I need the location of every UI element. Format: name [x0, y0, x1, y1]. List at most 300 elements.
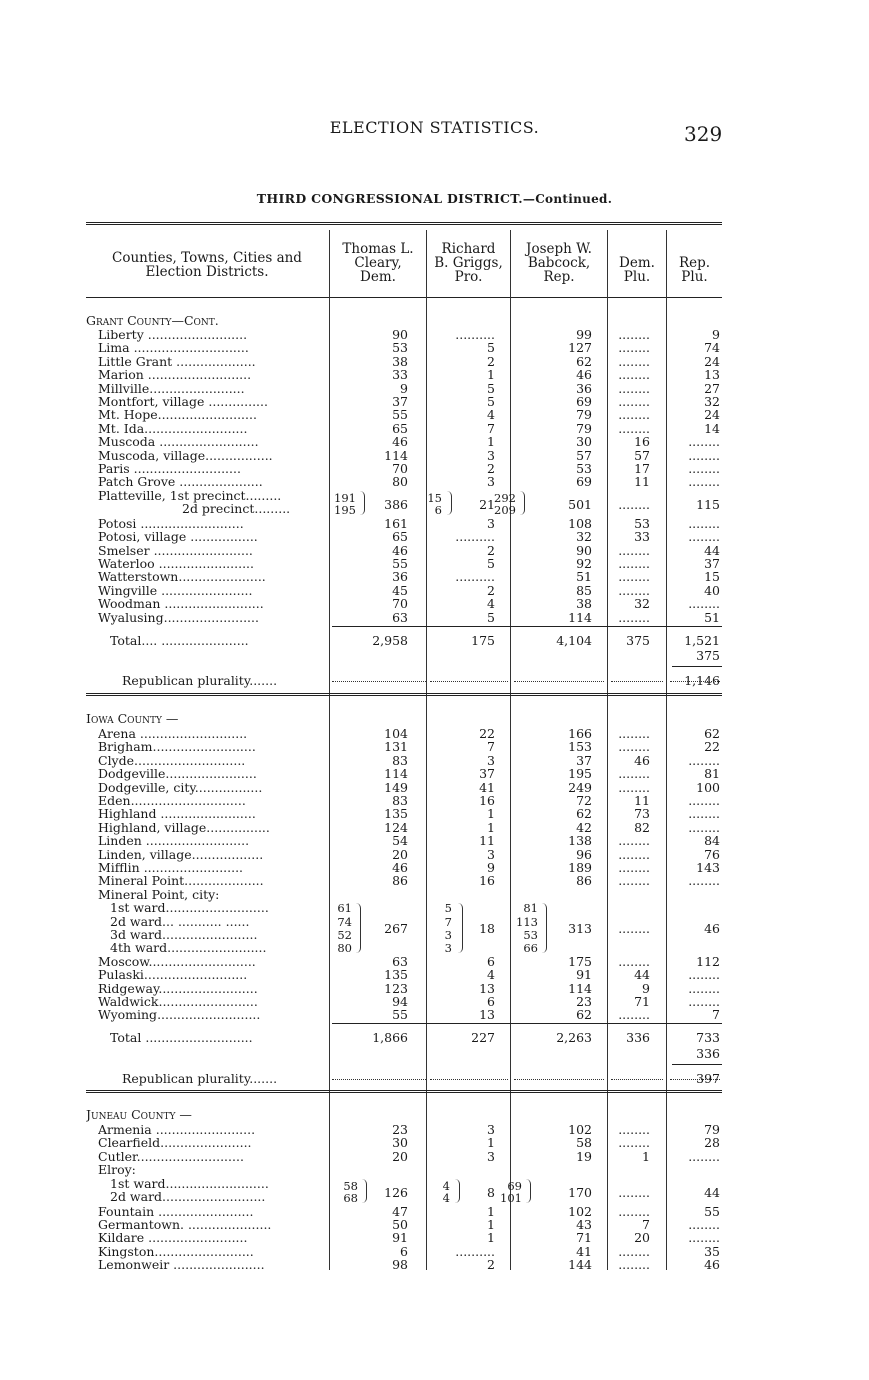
table-cell: 2: [487, 582, 495, 598]
table-cell: 71: [634, 994, 650, 1009]
row-label: 4th ward.........................: [110, 941, 267, 956]
row-label: Arena ...........................: [98, 727, 248, 741]
table-cell: 94: [392, 994, 408, 1009]
table-cell: 22: [479, 726, 495, 741]
table-cell: 46: [634, 752, 650, 768]
table-row: [0, 888, 869, 902]
table-cell: ........: [618, 726, 650, 741]
table-row: [0, 597, 869, 611]
dot-leader: [332, 680, 426, 682]
table-cell: 6: [487, 994, 495, 1009]
table-row: [0, 634, 869, 648]
row-label: Marion ..........................: [98, 368, 252, 383]
row-label: Fountain ........................: [98, 1204, 254, 1219]
table-cell: ........: [618, 766, 650, 782]
table-cell: 3: [487, 752, 495, 768]
table-cell: 37: [392, 394, 408, 409]
table-cell: 62: [576, 353, 592, 369]
brace: [360, 491, 365, 515]
table-cell: 53: [392, 340, 408, 356]
table-cell: 175: [568, 953, 592, 969]
sub-value: 191: [334, 490, 356, 505]
table-cell: 9: [487, 860, 495, 875]
table-cell: 90: [392, 327, 408, 342]
table-cell: 57: [634, 447, 650, 463]
table-cell: 336: [696, 1046, 720, 1061]
table-cell: 55: [392, 407, 408, 423]
table-cell: 9: [642, 980, 650, 996]
table-cell: 43: [576, 1217, 592, 1232]
table-cell: 1: [487, 1135, 495, 1151]
table-cell: 17: [634, 461, 650, 476]
table-cell: 62: [704, 726, 720, 741]
table-cell: 55: [392, 1007, 408, 1023]
table-cell: 57: [576, 447, 592, 463]
table-cell: 4: [487, 596, 495, 612]
sub-value: 292: [494, 490, 516, 505]
table-cell: 24: [704, 407, 720, 423]
table-cell: 36: [392, 569, 408, 585]
table-cell: 1: [642, 1148, 650, 1164]
row-label: Wyalusing........................: [98, 610, 259, 625]
table-row: [0, 740, 869, 754]
table-cell: 375: [626, 633, 650, 648]
table-cell: 32: [634, 596, 650, 612]
sub-value: 53: [523, 928, 538, 942]
row-label: Kingston.........................: [98, 1244, 254, 1259]
table-cell: 92: [576, 556, 592, 571]
table-cell: 114: [384, 766, 408, 782]
row-label: Eden.............................: [98, 794, 246, 808]
table-cell: 13: [704, 367, 720, 383]
table-cell: ........: [618, 609, 650, 625]
table-cell: 41: [576, 1243, 592, 1259]
table-cell: 3: [487, 846, 495, 862]
row-label: Watterstown......................: [98, 570, 266, 585]
table-cell: ........: [618, 953, 650, 969]
table-cell: 11: [479, 833, 495, 849]
col-header-line: Plu.: [681, 269, 708, 285]
table-cell: 30: [392, 1135, 408, 1151]
sub-value: 15: [427, 490, 442, 505]
table-cell: 46: [392, 542, 408, 558]
table-cell: 33: [392, 367, 408, 383]
table-row: [0, 341, 869, 355]
table-cell: 100: [696, 779, 720, 795]
table-cell: 96: [576, 846, 592, 862]
sub-value: 113: [516, 914, 538, 929]
table-cell: 42: [576, 819, 592, 835]
table-cell: 30: [576, 434, 592, 450]
table-cell: 22: [704, 739, 720, 755]
table-row: [0, 754, 869, 768]
row-label: Waldwick.........................: [98, 995, 258, 1009]
row-label: Mifflin .........................: [98, 861, 244, 875]
row-label: Republican plurality.......: [122, 1072, 278, 1086]
table-cell: 91: [392, 1230, 408, 1246]
table-cell: 126: [384, 1184, 408, 1200]
table-cell: 1,146: [684, 673, 720, 688]
row-label: Kildare .........................: [98, 1231, 248, 1246]
row-label: Republican plurality.......: [122, 674, 278, 688]
sub-value: 4: [442, 1178, 450, 1193]
table-cell: ..........: [455, 569, 495, 585]
table-cell: 62: [576, 1007, 592, 1023]
row-label: Patch Grove .....................: [98, 475, 263, 490]
county-heading: Iowa County —: [86, 712, 179, 726]
table-row: [0, 1150, 869, 1164]
table-cell: 24: [704, 353, 720, 369]
county-heading-row: [0, 314, 869, 328]
sum-rule: [672, 1064, 722, 1065]
table-row: [0, 1008, 869, 1022]
row-label: Armenia .........................: [98, 1123, 256, 1137]
table-cell: 40: [704, 582, 720, 598]
row-label: 1st ward..........................: [110, 1176, 269, 1191]
table-cell: 5: [487, 609, 495, 625]
row-label: Montfort, village ...............: [98, 395, 268, 409]
table-cell: ........: [688, 1217, 720, 1232]
col-header-line: Plu.: [623, 269, 651, 285]
table-cell: 3: [487, 1148, 495, 1164]
section-title-main: THIRD CONGRESSIONAL DISTRICT.: [256, 191, 523, 206]
row-label: Dodgeville.......................: [98, 767, 257, 782]
table-cell: 1: [487, 819, 495, 835]
table-cell: 37: [479, 766, 495, 782]
table-cell: 53: [576, 461, 592, 476]
table-cell: 16: [634, 434, 650, 450]
table-row: [0, 544, 869, 558]
table-cell: 175: [471, 633, 495, 648]
row-label: Waterloo ........................: [98, 557, 254, 571]
dot-leader: [514, 1078, 604, 1080]
table-cell: 143: [696, 860, 720, 875]
table-cell: ........: [618, 833, 650, 849]
table-cell: 62: [576, 806, 592, 822]
table-cell: ........: [618, 407, 650, 423]
table-row: [0, 382, 869, 396]
col-header-line: Rep.: [543, 269, 575, 285]
col-header-line: Thomas L.: [342, 241, 414, 257]
total-rule: [332, 1023, 722, 1024]
row-label: Muscoda, village.................: [98, 448, 273, 463]
table-cell: 123: [384, 980, 408, 996]
table-row: [0, 1205, 869, 1219]
table-cell: 104: [384, 726, 408, 741]
table-cell: ..........: [455, 529, 495, 545]
table-cell: 79: [576, 420, 592, 436]
row-label: Paris ...........................: [98, 462, 241, 476]
table-cell: 1: [487, 1203, 495, 1219]
table-row: [0, 517, 869, 531]
table-cell: 47: [392, 1203, 408, 1219]
table-cell: ........: [618, 496, 650, 512]
row-label: Smelser .........................: [98, 543, 253, 558]
sub-value: 52: [337, 928, 352, 942]
table-cell: 83: [392, 752, 408, 768]
table-cell: ........: [618, 779, 650, 795]
table-row: [0, 861, 869, 875]
table-cell: ........: [688, 461, 720, 476]
table-cell: 79: [704, 1122, 720, 1137]
col-header-rep-plu: [667, 256, 722, 284]
table-cell: 38: [392, 353, 408, 369]
col-header-cleary: [330, 242, 426, 284]
table-cell: 189: [568, 860, 592, 875]
table-cell: ........: [688, 967, 720, 983]
table-cell: ........: [618, 380, 650, 396]
table-cell: 20: [392, 1148, 408, 1164]
table-cell: ........: [688, 793, 720, 808]
table-cell: ..........: [455, 327, 495, 342]
row-label: Highland, village................: [98, 820, 270, 835]
table-cell: 50: [392, 1217, 408, 1232]
table-row: [0, 368, 869, 382]
sub-value: 58: [343, 1178, 358, 1193]
sub-value: 69: [507, 1178, 522, 1193]
table-cell: ........: [688, 529, 720, 545]
table-cell: 46: [576, 367, 592, 383]
brace: [520, 491, 525, 515]
table-cell: 153: [568, 739, 592, 755]
table-cell: ........: [618, 1122, 650, 1137]
table-cell: 13: [479, 980, 495, 996]
table-cell: 3: [487, 447, 495, 463]
table-row: [0, 557, 869, 571]
col-header-line: Richard: [441, 241, 496, 257]
table-row: [0, 475, 869, 489]
col-header-griggs: [427, 242, 510, 284]
row-label: Mineral Point....................: [98, 874, 264, 889]
table-cell: ........: [688, 980, 720, 996]
table-cell: 91: [576, 967, 592, 983]
table-row: [0, 1136, 869, 1150]
table-cell: 6: [400, 1243, 408, 1259]
table-cell: 46: [704, 1257, 720, 1273]
table-cell: ........: [688, 1148, 720, 1164]
table-cell: 2: [487, 1257, 495, 1273]
col-header-line: Pro.: [454, 269, 483, 285]
total-rule: [332, 626, 722, 627]
table-cell: 33: [634, 529, 650, 545]
table-cell: 98: [392, 1257, 408, 1273]
header-bottom-rule: [86, 297, 722, 298]
row-label: Ridgeway.........................: [98, 981, 258, 996]
table-cell: ........: [618, 420, 650, 436]
row-label: Linden ..........................: [98, 834, 250, 849]
table-cell: ........: [618, 846, 650, 862]
table-cell: ........: [618, 1257, 650, 1273]
section-title: [0, 191, 869, 206]
row-label: Elroy:: [98, 1163, 136, 1178]
table-cell: ........: [688, 752, 720, 768]
section-title-continued: —Continued.: [522, 192, 613, 206]
table-cell: ........: [618, 873, 650, 889]
table-cell: 73: [634, 806, 650, 822]
table-cell: 135: [384, 806, 408, 822]
sub-value: 74: [337, 914, 352, 929]
brace: [356, 903, 361, 953]
dot-leader: [611, 680, 663, 682]
table-row: [0, 422, 869, 436]
table-cell: 84: [704, 833, 720, 849]
table-cell: 46: [392, 434, 408, 450]
dot-leader: [670, 1078, 720, 1080]
table-cell: ........: [618, 353, 650, 369]
row-label: 3d ward........................: [110, 928, 258, 942]
row-label: Mt. Hope.........................: [98, 408, 257, 423]
table-row: [0, 462, 869, 476]
row-label: Linden, village..................: [98, 847, 264, 862]
table-cell: 149: [384, 779, 408, 795]
col-header-line: Dem.: [619, 255, 655, 271]
table-cell: 14: [704, 420, 720, 436]
table-cell: 20: [392, 846, 408, 862]
row-label: Potosi ..........................: [98, 516, 244, 531]
sub-value: 195: [334, 502, 356, 517]
table-cell: 5: [487, 556, 495, 571]
table-cell: 23: [392, 1122, 408, 1137]
county-heading: Grant County—Cont.: [86, 314, 219, 328]
table-cell: 16: [479, 793, 495, 808]
col-header-line: Dem.: [360, 269, 396, 285]
sum-rule: [672, 666, 722, 667]
table-cell: 3: [487, 515, 495, 531]
table-cell: 76: [704, 846, 720, 862]
table-cell: ........: [618, 367, 650, 383]
table-cell: 7: [712, 1007, 720, 1023]
table-top-rule: [86, 222, 722, 225]
sub-value: 5: [444, 901, 452, 916]
row-label: 2d ward..........................: [110, 1190, 266, 1204]
table-cell: 83: [392, 793, 408, 808]
dot-leader: [430, 1078, 508, 1080]
table-row: [0, 435, 869, 449]
row-label: Germantown. .....................: [98, 1218, 272, 1232]
table-cell: ........: [688, 434, 720, 450]
brace: [526, 1179, 531, 1203]
table-cell: ........: [618, 1243, 650, 1259]
table-cell: 69: [576, 474, 592, 490]
table-cell: 51: [704, 609, 720, 625]
table-row: [0, 449, 869, 463]
table-cell: 7: [487, 420, 495, 436]
table-cell: 112: [696, 953, 720, 969]
table-cell: 20: [634, 1230, 650, 1246]
table-cell: 63: [392, 609, 408, 625]
row-label: Wyoming..........................: [98, 1008, 261, 1023]
row-label: Cutler...........................: [98, 1149, 244, 1164]
table-row: [0, 794, 869, 808]
table-cell: 313: [568, 921, 592, 937]
table-cell: ........: [688, 1230, 720, 1246]
row-label: Potosi, village .................: [98, 530, 258, 545]
row-label: Clyde............................: [98, 753, 246, 768]
row-label: Platteville, 1st precinct.........: [98, 488, 282, 503]
table-row: [0, 834, 869, 848]
table-row: [0, 395, 869, 409]
table-row: [0, 821, 869, 835]
row-label: Lemonweir .......................: [98, 1258, 265, 1273]
table-cell: ........: [618, 327, 650, 342]
table-cell: 1: [487, 434, 495, 450]
table-cell: 102: [568, 1122, 592, 1137]
table-cell: 21: [479, 496, 495, 512]
table-row: [0, 1123, 869, 1137]
table-row: [0, 781, 869, 795]
table-cell: 13: [479, 1007, 495, 1023]
table-cell: 70: [392, 461, 408, 476]
table-cell: 166: [568, 726, 592, 741]
row-label: Little Grant ....................: [98, 354, 256, 369]
table-cell: 46: [392, 860, 408, 875]
county-heading-row: [0, 1108, 869, 1122]
table-cell: 19: [576, 1148, 592, 1164]
col-header-dem-plu: [608, 256, 666, 284]
table-cell: 44: [704, 542, 720, 558]
row-label: Lima .............................: [98, 341, 249, 356]
row-label: Dodgeville, city.................: [98, 780, 263, 795]
table-cell: ........: [618, 860, 650, 875]
table-row: [0, 408, 869, 422]
table-row: [0, 767, 869, 781]
table-cell: 115: [696, 496, 720, 512]
table-cell: 114: [568, 980, 592, 996]
table-cell: 53: [634, 515, 650, 531]
table-cell: 144: [568, 1257, 592, 1273]
dot-leader: [332, 1078, 426, 1080]
row-label: Muscoda .........................: [98, 435, 259, 450]
table-cell: ........: [688, 447, 720, 463]
section-rule: [86, 1090, 722, 1093]
table-row: [0, 355, 869, 369]
table-cell: 86: [576, 873, 592, 889]
table-cell: 90: [576, 542, 592, 558]
table-cell: ........: [618, 921, 650, 937]
table-row: [0, 1245, 869, 1259]
table-cell: 1,866: [372, 1030, 408, 1045]
table-row: [0, 995, 869, 1009]
table-cell: 1: [487, 1217, 495, 1232]
table-cell: ........: [618, 569, 650, 585]
sub-value: 61: [337, 901, 352, 916]
table-cell: 4,104: [556, 633, 592, 648]
table-cell: 227: [471, 1030, 495, 1045]
table-cell: 79: [576, 407, 592, 423]
table-cell: 733: [696, 1030, 720, 1045]
row-label: 1st ward..........................: [110, 901, 269, 916]
table-cell: 70: [392, 596, 408, 612]
table-cell: ........: [688, 806, 720, 822]
table-cell: 38: [576, 596, 592, 612]
table-cell: ........: [618, 542, 650, 558]
dot-leader: [611, 1078, 663, 1080]
row-label: Highland ........................: [98, 807, 256, 822]
table-cell: 2: [487, 542, 495, 558]
table-cell: 36: [576, 380, 592, 396]
sub-value: 101: [500, 1190, 522, 1205]
dot-leader: [670, 680, 720, 682]
row-label: Clearfield.......................: [98, 1136, 252, 1151]
table-cell: ........: [618, 582, 650, 598]
table-cell: 7: [642, 1217, 650, 1232]
sub-value: 4: [442, 1190, 450, 1205]
col-header-babcock: [511, 242, 607, 284]
table-cell: 71: [576, 1230, 592, 1246]
table-cell: 195: [568, 766, 592, 782]
table-cell: 1: [487, 367, 495, 383]
table-cell: 81: [704, 766, 720, 782]
